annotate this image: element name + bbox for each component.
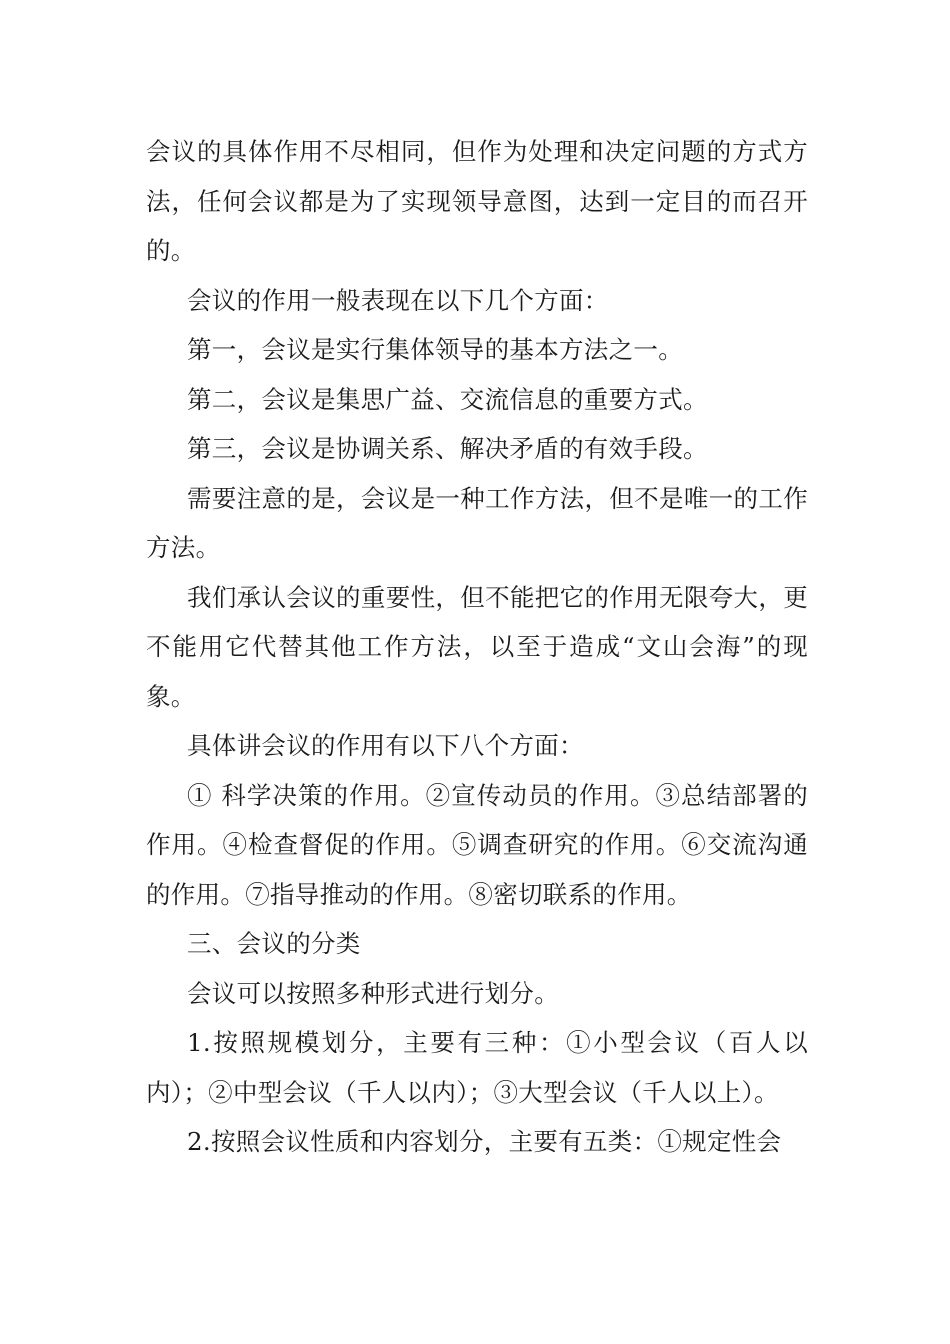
document-body <box>146 127 808 1167</box>
paragraph-eight-aspects: ① 科学决策的作用。②宣传动员的作用。③总结部署的作用。④检查督促的作用。⑤调查研究的作用。⑥交流沟通的作用。⑦指导推动的作用。⑧密切联系的作用。 <box>146 780 808 909</box>
paragraph-intro: 会议的具体作用不尽相同，但作为处理和决定问题的方式方法，任何会议都是为了实现领导意图，达到一定目的而召开的。 <box>146 137 808 265</box>
paragraph-eight-aspects-intro: 具体讲会议的作用有以下八个方面： <box>187 731 584 760</box>
paragraph-importance: 我们承认会议的重要性，但不能把它的作用无限夸大，更不能用它代替其他工作方法，以至于造成“文山会海”的现象。 <box>146 582 808 711</box>
paragraph-second: 第二，会议是集思广益、交流信息的重要方式。 <box>187 384 708 414</box>
paragraph-third: 第三，会议是协调关系、解决矛盾的有效手段。 <box>187 434 708 463</box>
paragraph-first: 第一，会议是实行集体领导的基本方法之一。 <box>187 335 683 364</box>
paragraph-note: 需要注意的是，会议是一种工作方法，但不是唯一的工作方法。 <box>146 483 808 562</box>
paragraph-functions-intro: 会议的作用一般表现在以下几个方面： <box>187 285 609 315</box>
paragraph-classification-intro: 会议可以按照多种形式进行划分。 <box>187 978 559 1008</box>
paragraph-by-scale: 1.按照规模划分，主要有三种：①小型会议（百人以内）；②中型会议（千人以内）；③大型会议（千人以上）。 <box>146 1028 808 1107</box>
section-heading-classification: 三、会议的分类 <box>187 929 361 958</box>
paragraph-by-nature: 2.按照会议性质和内容划分，主要有五类：①规定性会 <box>187 1127 782 1156</box>
